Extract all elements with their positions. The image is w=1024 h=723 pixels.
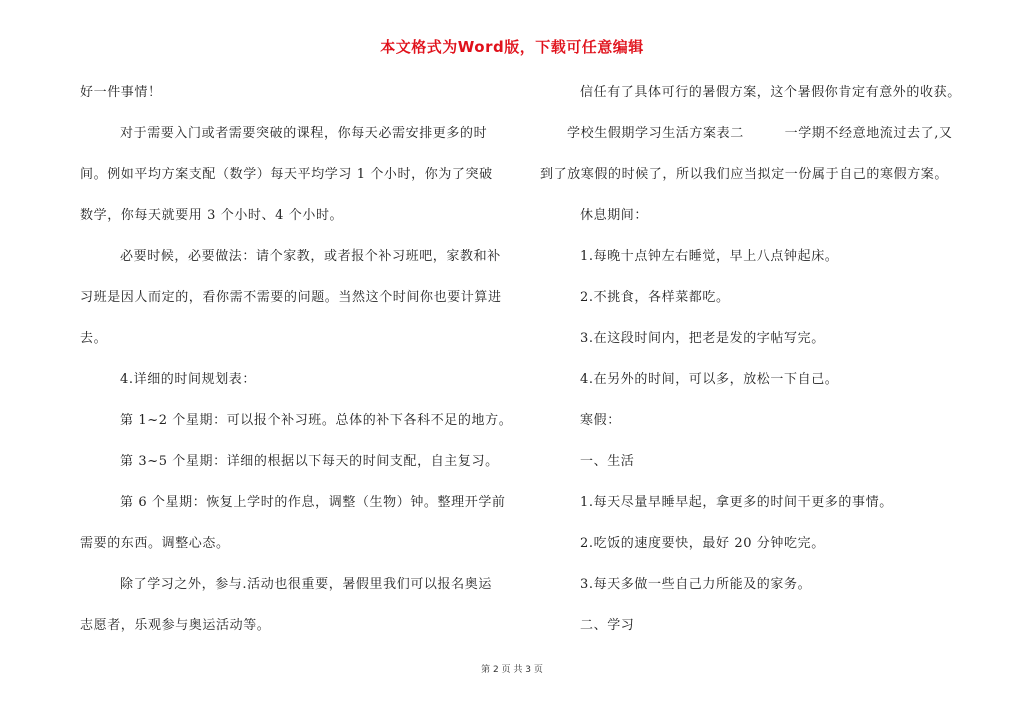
list-item: 1.每天尽量早睡早起，拿更多的时间干更多的事情。 xyxy=(580,495,893,510)
list-item: 2.吃饭的速度要快，最好 20 分钟吃完。 xyxy=(580,536,825,551)
paragraph-line: 数学，你每天就要用 3 个小时、4 个小时。 xyxy=(80,208,344,223)
format-banner: 本文格式为Word版，下载可任意编辑 xyxy=(380,38,644,56)
paragraph-line: 志愿者，乐观参与奥运活动等。 xyxy=(80,618,271,633)
section-heading: 休息期间： xyxy=(580,208,649,223)
paragraph-line: 学校生假期学习生活方案表二 一学期不经意地流过去了,又 xyxy=(567,126,953,141)
paragraph-line: 间。例如平均方案支配（数学）每天平均学习 1 个小时，你为了突破 xyxy=(80,167,493,182)
section-heading: 一、生活 xyxy=(580,454,635,469)
page-number: 第 2 页 共 3 页 xyxy=(481,665,543,675)
paragraph-line: 第 1~2 个星期：可以报个补习班。总体的补下各科不足的地方。 xyxy=(120,413,513,428)
paragraph-line: 需要的东西。调整心态。 xyxy=(80,536,230,551)
list-item: 1.每晚十点钟左右睡觉，早上八点钟起床。 xyxy=(580,249,839,264)
paragraph-line: 必要时候，必要做法：请个家教，或者报个补习班吧，家教和补 xyxy=(120,249,501,264)
paragraph-line: 好一件事情！ xyxy=(80,85,162,100)
paragraph-line: 对于需要入门或者需要突破的课程，你每天必需安排更多的时 xyxy=(120,126,488,141)
list-item: 2.不挑食，各样菜都吃。 xyxy=(580,290,730,305)
paragraph-line: 信任有了具体可行的暑假方案，这个暑假你肯定有意外的收获。 xyxy=(580,85,961,100)
paragraph-line: 习班是因人而定的，看你需不需要的问题。当然这个时间你也要计算进 xyxy=(80,290,502,305)
list-item: 3.在这段时间内，把老是发的字帖写完。 xyxy=(580,331,825,346)
paragraph-line: 第 6 个星期：恢复上学时的作息，调整（生物）钟。整理开学前 xyxy=(120,495,506,510)
paragraph-line: 第 3~5 个星期：详细的根据以下每天的时间支配，自主复习。 xyxy=(120,454,499,469)
section-heading: 寒假： xyxy=(580,413,621,428)
paragraph-line: 到了放寒假的时候了，所以我们应当拟定一份属于自己的寒假方案。 xyxy=(540,167,949,182)
list-item: 3.每天多做一些自己力所能及的家务。 xyxy=(580,577,812,592)
paragraph-line: 去。 xyxy=(80,331,108,346)
section-heading: 4.详细的时间规划表： xyxy=(120,372,257,387)
paragraph-line: 除了学习之外，参与.活动也很重要，暑假里我们可以报名奥运 xyxy=(120,577,492,592)
list-item: 4.在另外的时间，可以多，放松一下自己。 xyxy=(580,372,839,387)
section-heading: 二、学习 xyxy=(580,618,635,633)
